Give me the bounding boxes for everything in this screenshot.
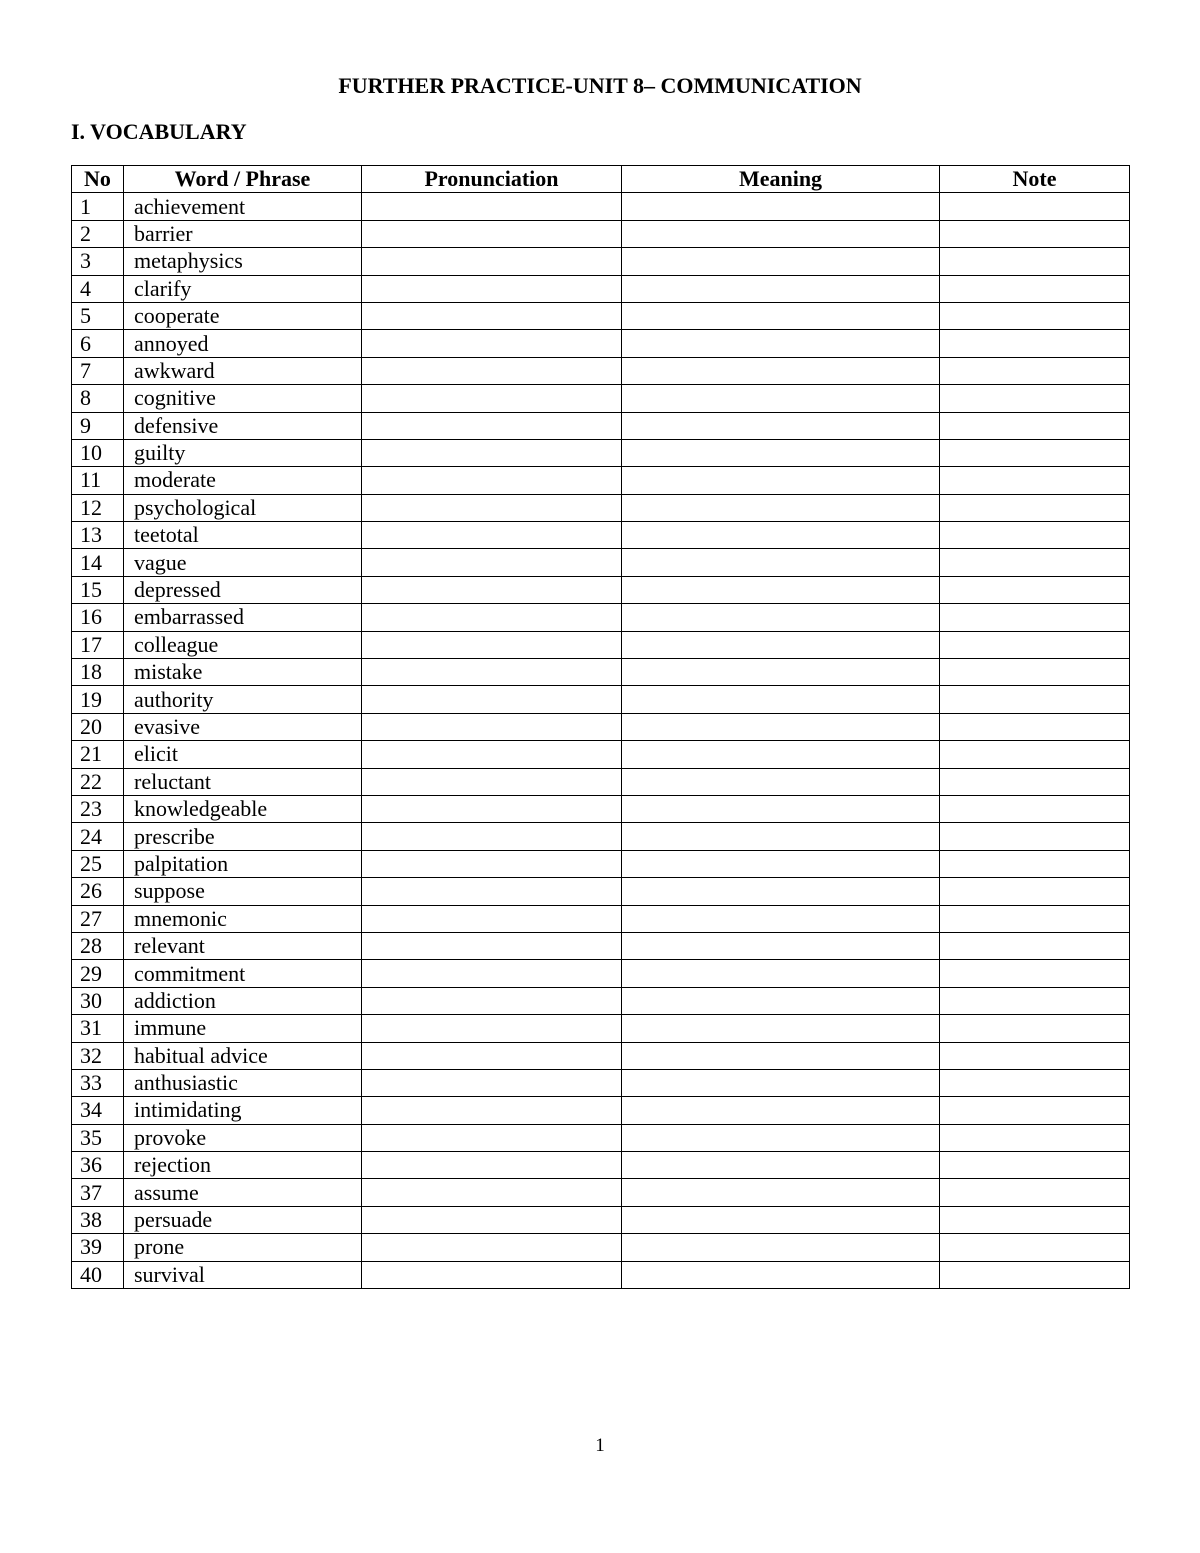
cell-word-phrase: authority (124, 686, 362, 713)
cell-meaning (622, 275, 940, 302)
column-header-pronunciation: Pronunciation (362, 166, 622, 193)
cell-word-phrase: anthusiastic (124, 1069, 362, 1096)
cell-pronunciation (362, 659, 622, 686)
cell-no: 5 (72, 302, 124, 329)
table-row (72, 850, 1130, 877)
table-row (72, 467, 1130, 494)
cell-note (940, 932, 1130, 959)
cell-word-phrase: persuade (124, 1206, 362, 1233)
cell-pronunciation (362, 522, 622, 549)
cell-meaning (622, 467, 940, 494)
cell-no: 26 (72, 878, 124, 905)
cell-meaning (622, 795, 940, 822)
vocabulary-table-body (72, 193, 1130, 1289)
cell-word-phrase: relevant (124, 932, 362, 959)
cell-meaning (622, 1234, 940, 1261)
cell-note (940, 522, 1130, 549)
table-row (72, 576, 1130, 603)
cell-note (940, 193, 1130, 220)
cell-meaning (622, 850, 940, 877)
table-row (72, 330, 1130, 357)
cell-meaning (622, 631, 940, 658)
cell-note (940, 412, 1130, 439)
cell-meaning (622, 412, 940, 439)
cell-word-phrase: commitment (124, 960, 362, 987)
cell-note (940, 878, 1130, 905)
cell-meaning (622, 193, 940, 220)
cell-meaning (622, 330, 940, 357)
cell-meaning (622, 768, 940, 795)
cell-no: 17 (72, 631, 124, 658)
cell-pronunciation (362, 302, 622, 329)
cell-meaning (622, 686, 940, 713)
cell-note (940, 741, 1130, 768)
cell-pronunciation (362, 1097, 622, 1124)
cell-word-phrase: palpitation (124, 850, 362, 877)
table-row (72, 549, 1130, 576)
cell-meaning (622, 1097, 940, 1124)
cell-word-phrase: intimidating (124, 1097, 362, 1124)
cell-word-phrase: suppose (124, 878, 362, 905)
table-row (72, 960, 1130, 987)
cell-pronunciation (362, 713, 622, 740)
cell-meaning (622, 659, 940, 686)
cell-no: 12 (72, 494, 124, 521)
cell-word-phrase: teetotal (124, 522, 362, 549)
cell-pronunciation (362, 850, 622, 877)
cell-word-phrase: evasive (124, 713, 362, 740)
cell-pronunciation (362, 795, 622, 822)
table-row (72, 631, 1130, 658)
section-heading-vocabulary: I. VOCABULARY (71, 119, 247, 144)
cell-note (940, 357, 1130, 384)
cell-no: 3 (72, 248, 124, 275)
cell-word-phrase: depressed (124, 576, 362, 603)
table-row (72, 1261, 1130, 1288)
cell-note (940, 220, 1130, 247)
cell-meaning (622, 1042, 940, 1069)
cell-word-phrase: rejection (124, 1152, 362, 1179)
table-row (72, 193, 1130, 220)
table-row (72, 275, 1130, 302)
table-row (72, 905, 1130, 932)
table-row (72, 1069, 1130, 1096)
table-row (72, 659, 1130, 686)
cell-pronunciation (362, 960, 622, 987)
cell-pronunciation (362, 494, 622, 521)
cell-meaning (622, 549, 940, 576)
table-row (72, 768, 1130, 795)
cell-word-phrase: mistake (124, 659, 362, 686)
table-row (72, 385, 1130, 412)
cell-note (940, 248, 1130, 275)
table-row (72, 412, 1130, 439)
cell-word-phrase: mnemonic (124, 905, 362, 932)
cell-no: 13 (72, 522, 124, 549)
cell-word-phrase: prescribe (124, 823, 362, 850)
cell-no: 14 (72, 549, 124, 576)
cell-word-phrase: knowledgeable (124, 795, 362, 822)
cell-pronunciation (362, 741, 622, 768)
cell-pronunciation (362, 686, 622, 713)
cell-pronunciation (362, 631, 622, 658)
table-row (72, 604, 1130, 631)
table-row (72, 987, 1130, 1014)
table-row (72, 494, 1130, 521)
cell-pronunciation (362, 1124, 622, 1151)
cell-pronunciation (362, 1234, 622, 1261)
cell-meaning (622, 576, 940, 603)
table-row (72, 1124, 1130, 1151)
cell-note (940, 686, 1130, 713)
cell-no: 28 (72, 932, 124, 959)
cell-word-phrase: embarrassed (124, 604, 362, 631)
document-title: FURTHER PRACTICE-UNIT 8– COMMUNICATION (338, 73, 862, 98)
cell-note (940, 1179, 1130, 1206)
table-row (72, 932, 1130, 959)
cell-note (940, 1261, 1130, 1288)
cell-no: 33 (72, 1069, 124, 1096)
cell-word-phrase: provoke (124, 1124, 362, 1151)
cell-word-phrase: colleague (124, 631, 362, 658)
cell-pronunciation (362, 412, 622, 439)
cell-meaning (622, 220, 940, 247)
table-header-row (72, 166, 1130, 193)
cell-no: 29 (72, 960, 124, 987)
cell-meaning (622, 1124, 940, 1151)
table-row (72, 248, 1130, 275)
cell-meaning (622, 1152, 940, 1179)
cell-meaning (622, 1206, 940, 1233)
table-row (72, 741, 1130, 768)
table-row (72, 795, 1130, 822)
cell-meaning (622, 1261, 940, 1288)
table-row (72, 522, 1130, 549)
cell-note (940, 467, 1130, 494)
cell-no: 8 (72, 385, 124, 412)
cell-no: 18 (72, 659, 124, 686)
cell-no: 40 (72, 1261, 124, 1288)
cell-note (940, 795, 1130, 822)
cell-no: 39 (72, 1234, 124, 1261)
cell-word-phrase: survival (124, 1261, 362, 1288)
cell-no: 35 (72, 1124, 124, 1151)
cell-no: 22 (72, 768, 124, 795)
cell-meaning (622, 823, 940, 850)
cell-meaning (622, 494, 940, 521)
cell-note (940, 576, 1130, 603)
cell-no: 30 (72, 987, 124, 1014)
cell-no: 21 (72, 741, 124, 768)
cell-no: 11 (72, 467, 124, 494)
cell-pronunciation (362, 357, 622, 384)
cell-note (940, 330, 1130, 357)
cell-no: 31 (72, 1015, 124, 1042)
cell-meaning (622, 604, 940, 631)
cell-note (940, 302, 1130, 329)
cell-pronunciation (362, 248, 622, 275)
cell-no: 20 (72, 713, 124, 740)
table-row (72, 713, 1130, 740)
cell-no: 7 (72, 357, 124, 384)
cell-word-phrase: prone (124, 1234, 362, 1261)
cell-pronunciation (362, 193, 622, 220)
column-header-no: No (72, 166, 124, 193)
cell-word-phrase: assume (124, 1179, 362, 1206)
cell-no: 19 (72, 686, 124, 713)
cell-note (940, 604, 1130, 631)
cell-pronunciation (362, 1206, 622, 1233)
column-header-meaning: Meaning (622, 166, 940, 193)
cell-no: 1 (72, 193, 124, 220)
cell-no: 4 (72, 275, 124, 302)
cell-meaning (622, 960, 940, 987)
cell-pronunciation (362, 878, 622, 905)
cell-pronunciation (362, 467, 622, 494)
table-row (72, 302, 1130, 329)
cell-note (940, 631, 1130, 658)
cell-note (940, 850, 1130, 877)
cell-word-phrase: vague (124, 549, 362, 576)
cell-pronunciation (362, 823, 622, 850)
cell-no: 38 (72, 1206, 124, 1233)
cell-meaning (622, 1015, 940, 1042)
cell-pronunciation (362, 932, 622, 959)
cell-no: 37 (72, 1179, 124, 1206)
table-row (72, 1152, 1130, 1179)
cell-word-phrase: reluctant (124, 768, 362, 795)
cell-pronunciation (362, 1179, 622, 1206)
cell-no: 23 (72, 795, 124, 822)
cell-word-phrase: metaphysics (124, 248, 362, 275)
cell-meaning (622, 1179, 940, 1206)
cell-note (940, 768, 1130, 795)
cell-word-phrase: addiction (124, 987, 362, 1014)
cell-note (940, 960, 1130, 987)
table-row (72, 357, 1130, 384)
cell-word-phrase: achievement (124, 193, 362, 220)
cell-pronunciation (362, 987, 622, 1014)
column-header-note: Note (940, 166, 1130, 193)
cell-meaning (622, 741, 940, 768)
cell-meaning (622, 987, 940, 1014)
cell-note (940, 1069, 1130, 1096)
cell-note (940, 1206, 1130, 1233)
table-row (72, 1206, 1130, 1233)
table-row (72, 1179, 1130, 1206)
cell-pronunciation (362, 330, 622, 357)
cell-meaning (622, 1069, 940, 1096)
table-row (72, 220, 1130, 247)
cell-no: 36 (72, 1152, 124, 1179)
cell-pronunciation (362, 576, 622, 603)
cell-meaning (622, 357, 940, 384)
table-row (72, 823, 1130, 850)
cell-word-phrase: annoyed (124, 330, 362, 357)
table-row (72, 439, 1130, 466)
cell-word-phrase: cooperate (124, 302, 362, 329)
page-number: 1 (595, 1435, 605, 1456)
table-row (72, 878, 1130, 905)
cell-note (940, 549, 1130, 576)
vocabulary-table (71, 165, 1130, 1289)
cell-no: 15 (72, 576, 124, 603)
cell-note (940, 987, 1130, 1014)
cell-word-phrase: barrier (124, 220, 362, 247)
cell-note (940, 905, 1130, 932)
cell-no: 25 (72, 850, 124, 877)
cell-note (940, 1015, 1130, 1042)
cell-pronunciation (362, 1069, 622, 1096)
cell-word-phrase: elicit (124, 741, 362, 768)
cell-note (940, 275, 1130, 302)
cell-no: 27 (72, 905, 124, 932)
table-row (72, 1234, 1130, 1261)
table-row (72, 1015, 1130, 1042)
cell-word-phrase: moderate (124, 467, 362, 494)
cell-no: 9 (72, 412, 124, 439)
cell-no: 16 (72, 604, 124, 631)
cell-no: 10 (72, 439, 124, 466)
cell-meaning (622, 878, 940, 905)
cell-note (940, 439, 1130, 466)
cell-pronunciation (362, 549, 622, 576)
cell-note (940, 1097, 1130, 1124)
cell-word-phrase: psychological (124, 494, 362, 521)
cell-pronunciation (362, 1152, 622, 1179)
cell-note (940, 1124, 1130, 1151)
cell-pronunciation (362, 604, 622, 631)
column-header-word-phrase: Word / Phrase (124, 166, 362, 193)
cell-pronunciation (362, 275, 622, 302)
cell-pronunciation (362, 768, 622, 795)
table-row (72, 686, 1130, 713)
cell-pronunciation (362, 220, 622, 247)
cell-word-phrase: clarify (124, 275, 362, 302)
cell-no: 32 (72, 1042, 124, 1069)
cell-meaning (622, 905, 940, 932)
cell-pronunciation (362, 385, 622, 412)
cell-word-phrase: defensive (124, 412, 362, 439)
cell-word-phrase: immune (124, 1015, 362, 1042)
cell-word-phrase: habitual advice (124, 1042, 362, 1069)
cell-meaning (622, 932, 940, 959)
cell-note (940, 713, 1130, 740)
cell-pronunciation (362, 1015, 622, 1042)
cell-meaning (622, 522, 940, 549)
cell-no: 34 (72, 1097, 124, 1124)
cell-note (940, 1042, 1130, 1069)
cell-note (940, 1152, 1130, 1179)
cell-note (940, 494, 1130, 521)
cell-meaning (622, 385, 940, 412)
cell-note (940, 1234, 1130, 1261)
cell-note (940, 823, 1130, 850)
cell-meaning (622, 248, 940, 275)
cell-meaning (622, 439, 940, 466)
cell-word-phrase: guilty (124, 439, 362, 466)
cell-word-phrase: cognitive (124, 385, 362, 412)
cell-pronunciation (362, 1261, 622, 1288)
cell-note (940, 385, 1130, 412)
cell-meaning (622, 713, 940, 740)
cell-no: 2 (72, 220, 124, 247)
cell-no: 24 (72, 823, 124, 850)
table-row (72, 1097, 1130, 1124)
cell-note (940, 659, 1130, 686)
table-row (72, 1042, 1130, 1069)
cell-no: 6 (72, 330, 124, 357)
cell-pronunciation (362, 1042, 622, 1069)
cell-pronunciation (362, 439, 622, 466)
cell-meaning (622, 302, 940, 329)
cell-word-phrase: awkward (124, 357, 362, 384)
cell-pronunciation (362, 905, 622, 932)
